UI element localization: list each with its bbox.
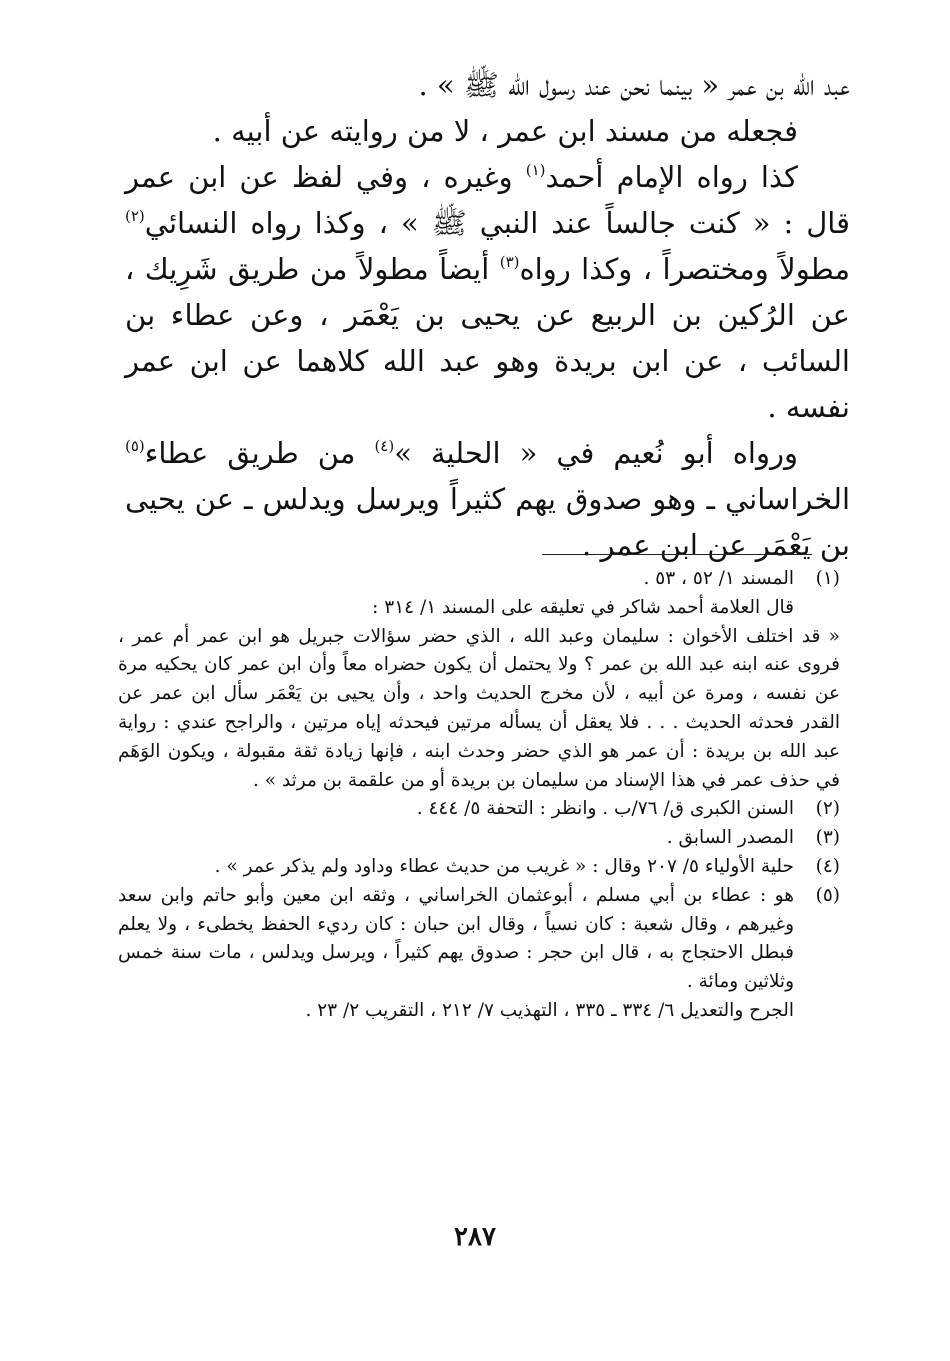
main-text-line: فجعله من مسند ابن عمر ، لا من روايته عن أبيه . (212, 114, 798, 148)
footnote-body (118, 565, 794, 623)
main-text-segment: الخراساني ـ وهو صدوق يهم كثيراً ويرسل ويدلس ـ عن يحيى بن يَعْمَر عن ابن عمر . (125, 482, 850, 562)
footnote-ref-2: (٢) (125, 207, 145, 225)
footnote-number: (٥) (815, 884, 840, 906)
footnote-text: حلية الأولياء ٥/ ٢٠٧ وقال : « غريب من حديث عطاء وداود ولم يذكر عمر » . (214, 855, 794, 877)
footnote-divider (542, 554, 812, 555)
footnote-ref-4: (٤) (374, 437, 395, 455)
footnote-text: قال العلامة أحمد شاكر في تعليقه على المسند ١/ ٣١٤ : (372, 596, 794, 618)
paragraph-2 (125, 108, 850, 154)
main-text-segment: أيضاً مطولاً من طريق شَرِيك ، عن الرُكين بن الربيع عن يحيى بن يَعْمَر ، وعن عطاء بن السائب ، عن ابن بريدة وهو عبد الله كلاهما عن ابن عمر نفسه . (125, 252, 850, 424)
paragraph-1 (125, 62, 850, 108)
main-text-segment: من طريق عطاء (144, 436, 375, 470)
footnote-number: (٢) (815, 798, 840, 820)
footnote-4 (118, 853, 840, 882)
footnote-text: السنن الكبرى ق/ ٧٦/ب . وانظر : التحفة ٥/ ٤٤٤ . (416, 798, 794, 820)
paragraph-4 (125, 430, 850, 568)
main-text-block (125, 62, 850, 568)
footnotes-block (118, 565, 840, 1026)
footnote-number: (٣) (815, 827, 840, 849)
footnote-ref-5: (٥) (125, 437, 145, 455)
main-text-segment: وغيره ، وفي لفظ عن ابن عمر قال : « كنت جالساً عند النبي ﷺ » ، وكذا رواه النسائي (125, 160, 850, 240)
main-text-segment: كذا رواه الإمام أحمد (545, 160, 798, 194)
main-text-segment: ورواه أبو نُعيم في « الحلية » (394, 436, 799, 470)
footnote-text: الجرح والتعديل ٦/ ٣٣٤ ـ ٣٣٥ ، التهذيب ٧/ ٢١٢ ، التقريب ٢/ ٢٣ . (305, 999, 794, 1021)
footnote-text: المسند ١/ ٥٢ ، ٥٣ . (643, 568, 794, 589)
footnote-quote: « قد اختلف الأخوان : سليمان وعبد الله ، الذي حضر سؤالات جبريل هو ابن عمر أم عمر ، فروى عنه ابنه عبد الله بن عمر ؟ ولا يحتمل أن يكون حضراه معاً وأن ابن عمر كان يحكيه مرة عن نفسه ، ومرة عن أبيه ، لأن مخرج الحديث واحد ، وأن يحيى بن يَعْمَر سأل ابن عمر عن القدر فحدثه الحديث . . . فلا يعقل أن يسأله مرتين فيحدثه إياه مرتين ، والراجح عندي : رواية عبد الله بن بريدة : أن عمر هو الذي حضر وحدث ابنه ، فإنها زيادة ثقة مقبولة ، ويكون الوَهَم في حذف عمر في هذا الإسناد من سليمان بن بريدة أو من علقمة بن مرثد » . (118, 625, 840, 791)
footnote-number: (٤) (815, 855, 840, 877)
footnote-1 (118, 565, 840, 623)
footnote-5 (118, 882, 840, 997)
main-text-line: عبد الله بن عمر « بينما نحن عند رسول الله ﷺ » . (418, 68, 850, 102)
footnote-ref-3: (٣) (499, 253, 520, 271)
paragraph-3 (125, 154, 850, 430)
footnote-2 (118, 795, 840, 824)
page-number: ٢٨٧ (454, 1222, 496, 1252)
main-text-segment: مطولاً ومختصراً ، وكذا رواه (519, 252, 850, 286)
footnote-ref-1: (١) (525, 161, 546, 179)
footnote-number: (١) (815, 568, 840, 589)
footnote-3 (118, 824, 840, 853)
footnote-text: المصدر السابق . (666, 827, 794, 849)
footnote-text: هو : عطاء بن أبي مسلم ، أبوعثمان الخراساني ، وثقه ابن معين وأبو حاتم وابن سعد وغيرهم ، وقال شعبة : كان نسياً ، وقال ابن حبان : كان رديء الحفظ يخطىء ، ولا يعلم فبطل الاحتجاج به ، قال ابن حجر : صدوق يهم كثيراً ، ويرسل ويدلس ، مات سنة خمس وثلاثين ومائة . (118, 884, 794, 993)
